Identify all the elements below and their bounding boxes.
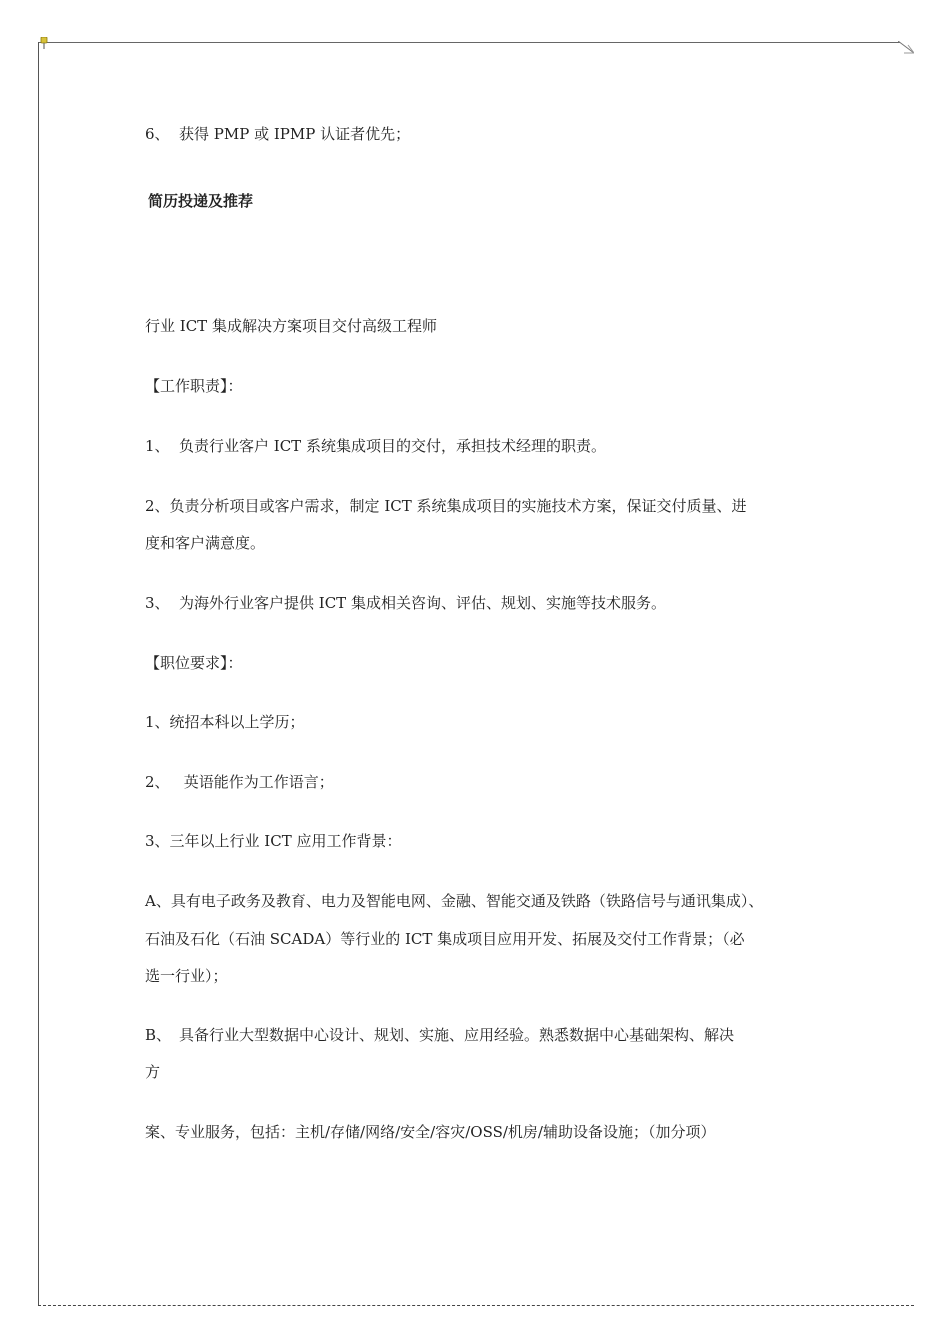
list-number: 1、 [145,437,170,455]
requirements-label: 【职位要求】： [145,654,243,672]
list-number: B、 [145,1026,172,1044]
list-number: 3、 [145,594,170,612]
list-text: 英语能作为工作语言； [179,773,334,791]
requirement-a-line-1: A、具有电子政务及教育、电力及智能电网、金融、智能交通及铁路（铁路信号与通讯集成）、 [145,892,764,910]
requirement-b-line-1 [145,1025,734,1045]
page-corner-fold-icon [898,41,914,55]
page-left-border [38,42,39,1306]
pushpin-icon [39,37,49,49]
requirement-a-line-3: 选一行业）； [145,967,228,985]
requirement-item-1: 1、统招本科以上学历； [145,713,305,731]
requirement-b-line-2: 方 [145,1063,161,1081]
duty-item-1 [145,436,606,456]
requirement-b-line-3: 案、专业服务，包括：主机/存储/网络/安全/容灾/OSS/机房/辅助设备设施；（加分项） [145,1123,716,1141]
page-bottom-border [38,1305,914,1306]
list-text: 获得 PMP 或 IPMP 认证者优先； [179,125,411,143]
list-text: 负责行业客户 ICT 系统集成项目的交付，承担技术经理的职责。 [179,437,606,455]
page-top-border [38,42,900,43]
list-text: 为海外行业客户提供 ICT 集成相关咨询、评估、规划、实施等技术服务。 [179,594,666,612]
duties-label: 【工作职责】： [145,377,243,395]
requirement-item-2 [145,772,334,792]
requirement-item-6 [145,124,410,144]
list-number: 6、 [145,125,170,143]
requirement-a-line-2: 石油及石化（石油 SCADA）等行业的 ICT 集成项目应用开发、拓展及交付工作背景；（必 [145,930,745,948]
list-text: 具备行业大型数据中心设计、规划、实施、应用经验。熟悉数据中心基础架构、解决 [179,1026,735,1044]
list-number: 2、 [145,773,170,791]
duty-item-3 [145,593,666,613]
duty-item-2-line-2: 度和客户满意度。 [145,534,266,552]
requirement-item-3: 3、三年以上行业 ICT 应用工作背景： [145,832,402,850]
page-frame [38,42,914,1306]
section-heading: 简历投递及推荐 [148,192,254,210]
duty-item-2-line-1: 2、负责分析项目或客户需求，制定 ICT 系统集成项目的实施技术方案，保证交付质量、进 [145,497,747,515]
job-title: 行业 ICT 集成解决方案项目交付高级工程师 [145,317,437,335]
